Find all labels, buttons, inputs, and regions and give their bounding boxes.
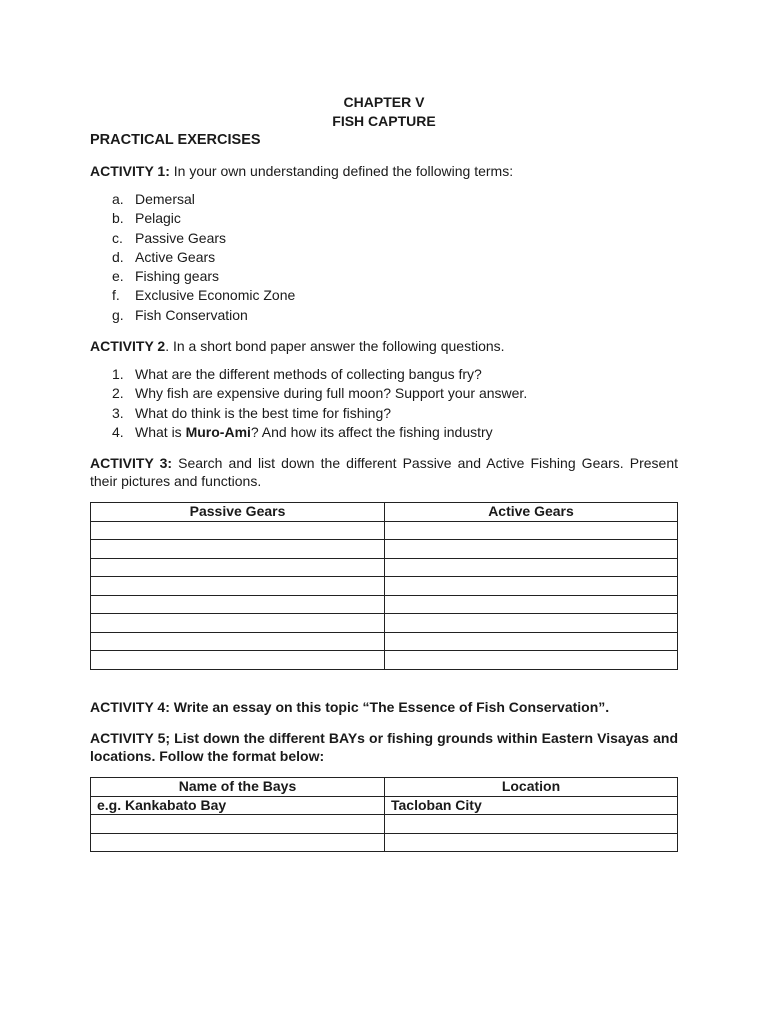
table-cell [385, 521, 678, 540]
table-cell [91, 815, 385, 834]
list-item [90, 306, 295, 325]
table-row [91, 614, 678, 633]
section-title: PRACTICAL EXERCISES [90, 132, 261, 148]
table-row [91, 815, 678, 834]
activity3-instruction [90, 454, 678, 490]
table-cell [91, 577, 385, 596]
table-cell [91, 595, 385, 614]
activity2-label: ACTIVITY 2 [90, 338, 166, 354]
table-row [91, 595, 678, 614]
list-marker: 4. [112, 423, 124, 440]
column-header-location: Location [385, 778, 678, 797]
table-cell [91, 651, 385, 670]
activity2-text: . In a short bond paper answer the following questions. [165, 338, 505, 354]
list-marker: e. [112, 268, 124, 285]
list-item [90, 384, 527, 403]
table-cell [91, 632, 385, 651]
activity5-instruction: ACTIVITY 5; List down the different BAYs or fishing grounds within Eastern Visayas and locations. Follow the format below: [90, 730, 678, 764]
list-item [90, 248, 295, 267]
table-cell [91, 540, 385, 559]
activity2-questions-list [90, 365, 527, 442]
table-row [91, 577, 678, 596]
table-cell [385, 614, 678, 633]
column-header-bay-name: Name of the Bays [91, 778, 385, 797]
table-cell [385, 815, 678, 834]
list-item [90, 229, 295, 248]
list-marker: a. [112, 191, 124, 207]
list-item-text: Exclusive Economic Zone [135, 287, 296, 304]
list-item-text: Passive Gears [135, 229, 227, 246]
activity3-text: Search and list down the different Passive and Active Fishing Gears. Present their pictures and functions. [90, 455, 678, 489]
list-item [90, 190, 295, 209]
table-row [91, 796, 678, 815]
activity3-label: ACTIVITY 3: [90, 455, 173, 471]
table-row [91, 632, 678, 651]
table-header-row [91, 778, 678, 797]
activity1-text: In your own understanding defined the following terms: [169, 163, 514, 179]
table-header-row [91, 503, 678, 522]
chapter-number: CHAPTER V [343, 94, 425, 110]
list-marker: g. [112, 306, 124, 323]
gears-table [90, 502, 678, 670]
list-item-text-after: ? And how its affect the fishing industry [250, 423, 493, 440]
table-cell [91, 833, 385, 852]
list-marker: 2. [112, 385, 124, 402]
list-marker: f. [112, 287, 120, 304]
bays-table [90, 777, 678, 852]
list-marker: 3. [112, 404, 124, 421]
list-item [90, 209, 295, 228]
table-cell [91, 521, 385, 540]
list-item-text: What do think is the best time for fishing? [135, 404, 392, 421]
list-marker: b. [112, 210, 124, 227]
table-row [91, 558, 678, 577]
column-header-active: Active Gears [385, 503, 678, 522]
list-item [90, 365, 527, 384]
list-item [90, 423, 527, 442]
list-marker: 1. [112, 366, 124, 382]
table-row [91, 521, 678, 540]
table-cell [385, 595, 678, 614]
activity2-instruction [90, 337, 678, 355]
list-item [90, 267, 295, 286]
table-row [91, 540, 678, 559]
table-cell [91, 614, 385, 633]
table-row [91, 833, 678, 852]
list-item-text: Why fish are expensive during full moon? Support your answer. [135, 385, 528, 402]
table-cell [385, 833, 678, 852]
table-cell: e.g. Kankabato Bay [91, 796, 385, 815]
table-cell [385, 632, 678, 651]
table-row [91, 651, 678, 670]
table-cell [385, 540, 678, 559]
chapter-title: FISH CAPTURE [332, 113, 436, 129]
list-item-text: Demersal [135, 191, 195, 207]
list-item-text: Fishing gears [135, 268, 220, 285]
list-item-text: Pelagic [135, 210, 181, 227]
list-item-text: Active Gears [135, 248, 216, 265]
list-item [90, 404, 527, 423]
list-item-text-before: What is [135, 423, 186, 440]
list-marker: c. [112, 229, 123, 246]
activity4-instruction: ACTIVITY 4: Write an essay on this topic “The Essence of Fish Conservation”. [90, 699, 610, 715]
table-cell [385, 651, 678, 670]
list-item-text: What are the different methods of collecting bangus fry? [135, 366, 482, 382]
table-cell [91, 558, 385, 577]
column-header-passive: Passive Gears [91, 503, 385, 522]
table-cell [385, 577, 678, 596]
list-item [90, 286, 295, 305]
list-item-text: Fish Conservation [135, 306, 248, 323]
table-cell: Tacloban City [385, 796, 678, 815]
list-marker: d. [112, 248, 124, 265]
table-cell [385, 558, 678, 577]
list-item-bold-term: Muro-Ami [185, 423, 251, 440]
activity1-label: ACTIVITY 1: [90, 163, 170, 179]
activity1-terms-list [90, 190, 295, 325]
activity1-instruction [90, 162, 678, 180]
